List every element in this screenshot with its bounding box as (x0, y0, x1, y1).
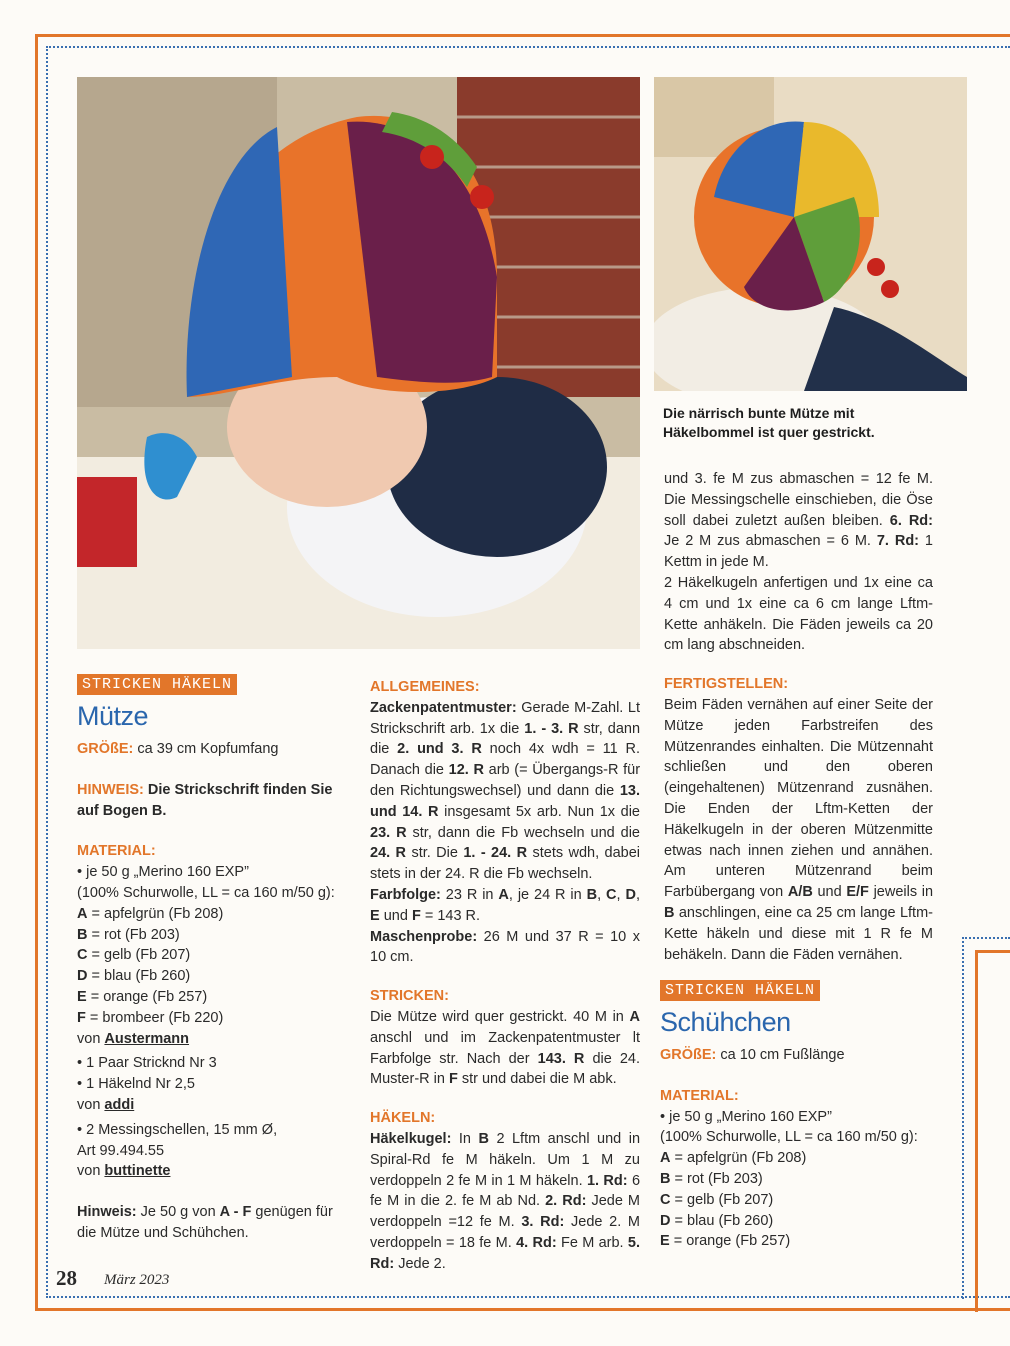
color-line: E = orange (Fb 257) (660, 1233, 791, 1250)
finishing-paragraph: Beim Fäden vernähen auf einer Seite der Mütze jeden Farbstreifen des Mützenrandes einhalten. Die Mützennaht schließen und den oberen (eingehaltenen) Mützenrand zusnähen. Die Enden der Lftm-Ketten der Häkelkugeln in der oberen Mützenmitte etwas nach innen ziehen und annähen. Am unteren Mützenrand beim Farbübergang von A/B und E/F jeweils in B anschlingen, eine ca 25 cm lange Lftm-Kette häkeln und diese mit 1 R fe M behäkeln. Dann die Fäden vernähen. (664, 696, 934, 963)
page-number: 28 (56, 1266, 77, 1290)
size-line: GRÖßE: ca 10 cm Fußlänge (660, 1047, 845, 1063)
column-right-booties (660, 980, 940, 1252)
knitting-heading: STRICKEN: (370, 988, 449, 1005)
material-heading: MATERIAL: (660, 1087, 739, 1104)
material-heading: MATERIAL: (77, 843, 156, 860)
photo-caption: Die närrisch bunte Mütze mit Häkelbommel ist quer gestrickt. (663, 405, 875, 440)
needles-line: • 1 Häkelnd Nr 2,5 (77, 1076, 195, 1093)
category-tag: STRICKEN HÄKELN (660, 980, 820, 1001)
main-photo-baby-with-hat (77, 77, 640, 649)
color-line: C = gelb (Fb 207) (660, 1191, 774, 1208)
crochet-balls-paragraph: 2 Häkelkugeln anfertigen und 1x eine ca 4 cm und 1x eine ca 6 cm lange Lftm-Kette anhäkeln. Die Fäden jeweils ca 20 cm lang abschneiden. (664, 574, 933, 654)
supplier-line: von buttinette (77, 1163, 171, 1180)
second-photo-hat-closeup (654, 77, 967, 391)
column-right (664, 469, 933, 965)
color-line: A = apfelgrün (Fb 208) (77, 905, 224, 922)
color-line: A = apfelgrün (Fb 208) (660, 1150, 807, 1167)
bells-line: • 2 Messingschellen, 15 mm Ø, (77, 1121, 278, 1138)
supplier-line: von Austermann (77, 1030, 190, 1047)
general-heading: ALLGEMEINES: (370, 679, 480, 695)
column-left (77, 674, 352, 1244)
crochet-heading: HÄKELN: (370, 1110, 436, 1127)
needles-line: • 1 Paar Stricknd Nr 3 (77, 1055, 217, 1072)
note-paragraph: Hinweis: Je 50 g von A - F genügen für die Mütze und Schühchen. (77, 1204, 333, 1241)
hint-line: HINWEIS: Die Strickschrift finden Sie auf Bogen B. (77, 781, 333, 819)
bells-article: Art 99.494.55 (77, 1142, 165, 1159)
color-line: E = orange (Fb 257) (77, 988, 208, 1005)
color-line: F = brombeer (Fb 220) (77, 1009, 224, 1026)
material-yarn: • je 50 g „Merino 160 EXP” (77, 864, 249, 881)
color-sequence-paragraph: Farbfolge: 23 R in A, je 24 R in B, C, D, E und F = 143 R. (370, 886, 640, 924)
category-tag: STRICKEN HÄKELN (77, 674, 237, 695)
issue-date: März 2023 (104, 1272, 170, 1288)
knitting-paragraph: Die Mütze wird quer gestrickt. 40 M in A anschl und im Zackenpatentmuster lt Farbfolge str. Nach der 143. R die 24. Muster-R in F str und dabei die M abk. (370, 1008, 641, 1088)
color-line: D = blau (Fb 260) (77, 968, 191, 985)
color-line: B = rot (Fb 203) (77, 926, 180, 943)
pattern-paragraph: Zackenpatentmuster: Gerade M-Zahl. Lt Strickschrift arb. 1x die 1. - 3. R str, dann die 2. und 3. R noch 4x wdh = 11 R. Danach die 12. R arb (= Übergangs-R für den Richtungswechsel) und dann die 13. und 14. R insgesamt 5x arb. Nun 1x die 23. R str, dann die Fb wechseln und die 24. R str. Die 1. - 24. R stets wdh, dabei stets in der 24. R die Fb wechseln. (370, 699, 641, 883)
size-line: GRÖßE: ca 39 cm Kopfumfang (77, 741, 279, 757)
material-yarn: • je 50 g „Merino 160 EXP” (660, 1108, 832, 1125)
gauge-paragraph: Maschenprobe: 26 M und 37 R = 10 x 10 cm. (370, 928, 640, 966)
crochet-continued-paragraph: und 3. fe M zus abmaschen = 12 fe M. Die Messingschelle einschieben, die Öse soll dabei zuletzt außen bleiben. 6. Rd: Je 2 M zus abmaschen = 6 M. 7. Rd: 1 Kettm in jede M. (664, 471, 933, 571)
side-frame-dotted (962, 937, 1010, 1299)
crochet-paragraph: Häkelkugel: In B 2 Lftm anschl und in Spiral-Rd fe M häkeln. Um 1 M zu verdoppeln 2 fe M in 1 M häkeln. 1. Rd: 6 fe M in die 2. fe M ab Nd. 2. Rd: Jede M verdoppeln =12 fe M. 3. Rd: Jede 2. M verdoppeln = 18 fe M. 4. Rd: Fe M arb. 5. Rd: Jede 2. (370, 1130, 641, 1272)
color-line: C = gelb (Fb 207) (77, 947, 191, 964)
column-middle (370, 677, 640, 1275)
supplier-line: von addi (77, 1096, 135, 1113)
section-title: Schühchen (660, 1007, 791, 1037)
material-yarn-spec: (100% Schurwolle, LL = ca 160 m/50 g): (77, 884, 335, 901)
color-line: B = rot (Fb 203) (660, 1170, 763, 1187)
color-line: D = blau (Fb 260) (660, 1212, 774, 1229)
material-yarn-spec: (100% Schurwolle, LL = ca 160 m/50 g): (660, 1129, 918, 1146)
finishing-heading: FERTIGSTELLEN: (664, 676, 789, 693)
section-title: Mütze (77, 701, 149, 731)
